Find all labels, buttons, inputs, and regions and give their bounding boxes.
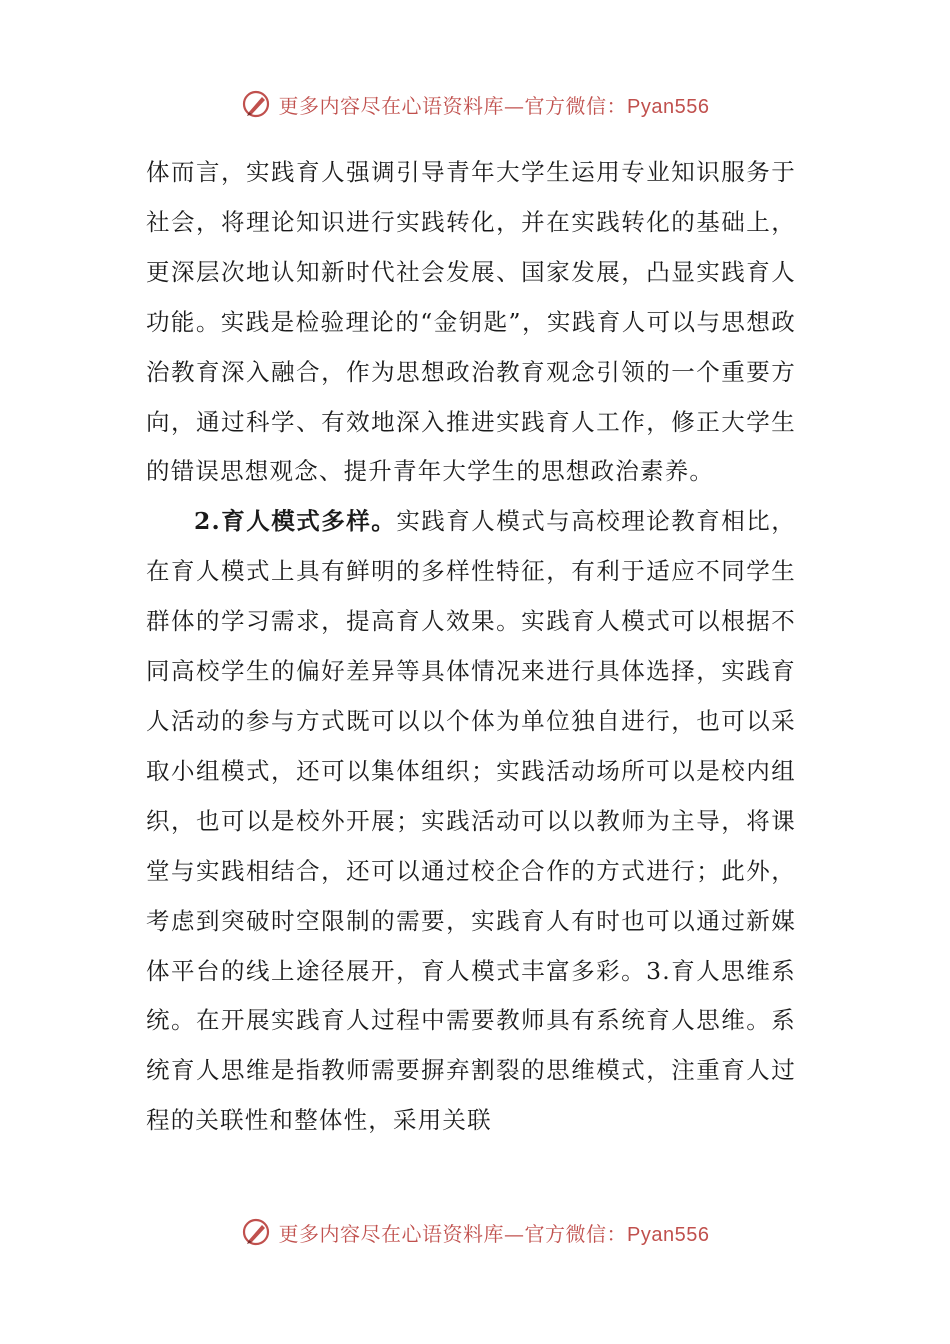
pen-logo-icon (241, 89, 271, 119)
paragraph-2-body: 实践育人模式与高校理论教育相比，在育人模式上具有鲜明的多样性特征，有利于适应不同学生群体的学习需求，提高育人效果。实践育人模式可以根据不同高校学生的偏好差异等具体情况来进行具体选择，实践育人活动的参与方式既可以以个体为单位独自进行，也可以采取小组模式，还可以集体组织；实践活动场所可以是校内组织，也可以是校外开展；实践活动可以以教师为主导，将课堂与实践相结合，还可以通过校企合作的方式进行；此外，考虑到突破时空限制的需要，实践育人有时也可以通过新媒体平台的线上途径展开，育人模式丰富多彩。3.育人思维系统。在开展实践育人过程中需要教师具有系统育人思维。系统育人思维是指教师需要摒弃割裂的思维模式，注重育人过程的关联性和整体性，采用关联 (146, 507, 796, 1135)
pen-logo-icon (241, 1217, 271, 1247)
footer-banner (0, 1212, 950, 1252)
paragraph-1: 体而言，实践育人强调引导青年大学生运用专业知识服务于社会，将理论知识进行实践转化，并在实践转化的基础上，更深层次地认知新时代社会发展、国家发展，凸显实践育人功能。实践是检验理论的“金钥匙”，实践育人可以与思想政治教育深入融合，作为思想政治教育观念引领的一个重要方向，通过科学、有效地深入推进实践育人工作，修正大学生的错误思想观念、提升青年大学生的思想政治素养。 (146, 158, 796, 486)
header-banner-text: 更多内容尽在心语资料库—官方微信：Pyan556 (278, 93, 710, 118)
header-banner (0, 84, 950, 124)
document-body (146, 148, 796, 1146)
paragraph-2 (146, 497, 796, 1146)
section-heading: 2.育人模式多样。 (194, 507, 397, 536)
footer-banner-text: 更多内容尽在心语资料库—官方微信：Pyan556 (278, 1221, 710, 1246)
